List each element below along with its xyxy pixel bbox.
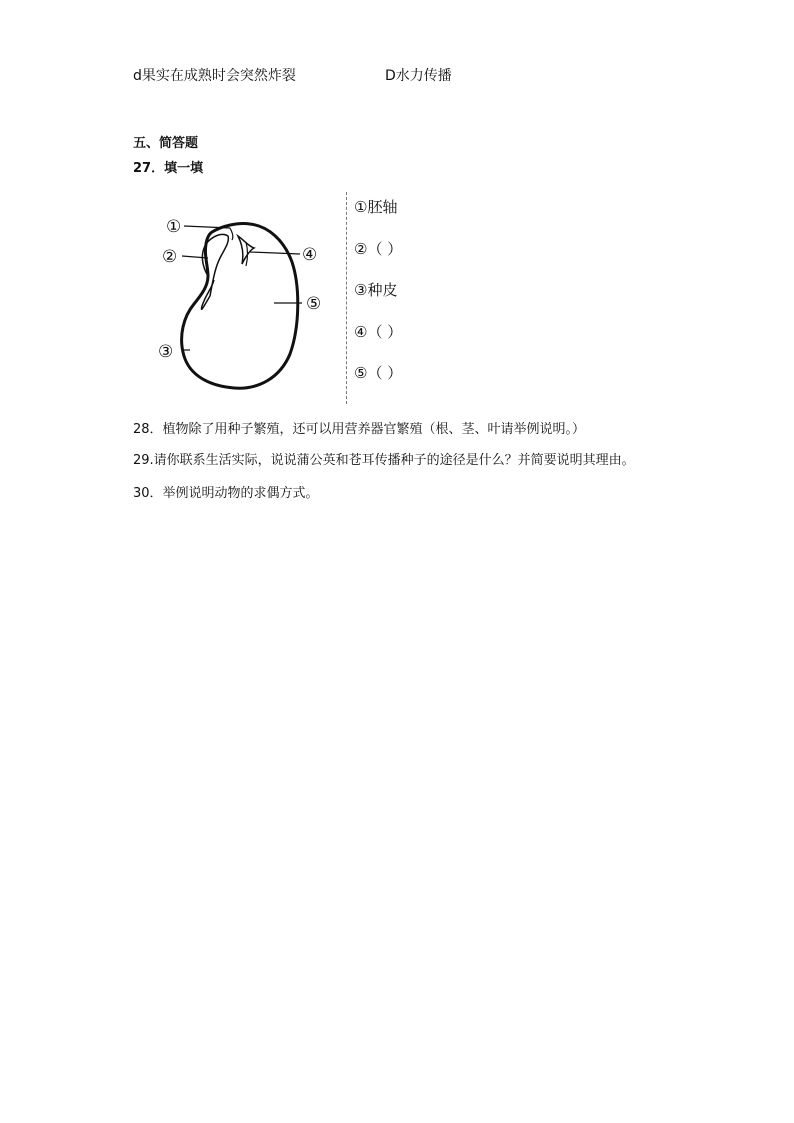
option-d-left: d果实在成熟时会突然炸裂: [133, 68, 296, 84]
embryo-plumule: [238, 236, 254, 264]
question-29: 29.请你联系生活实际，说说蒲公英和苍耳传播种子的途径是什么？并简要说明其理由。: [133, 453, 635, 468]
question-27-title: 27．填一填: [133, 161, 204, 176]
answer-1: ①胚轴: [354, 198, 398, 216]
figure-divider: [346, 192, 347, 404]
figure-marker-3: ③: [158, 342, 174, 362]
answer-5: ⑤（ ）: [354, 364, 403, 382]
figure-marker-4: ④: [302, 245, 318, 265]
seed-outline: [182, 223, 298, 388]
bean-seed-diagram: [150, 196, 340, 406]
answer-4: ④（ ）: [354, 323, 403, 341]
figure-marker-2: ②: [162, 247, 178, 267]
figure-marker-1: ①: [166, 217, 182, 237]
answer-3: ③种皮: [354, 281, 398, 299]
option-d-right: D水力传播: [385, 68, 452, 84]
bean-seed-svg: [150, 196, 340, 406]
question-30: 30．举例说明动物的求偶方式。: [133, 486, 319, 501]
answer-2: ②（ ）: [354, 240, 403, 258]
question-28: 28．植物除了用种子繁殖，还可以用营养器官繁殖（根、茎、叶请举例说明。）: [133, 422, 586, 437]
figure-marker-5: ⑤: [306, 294, 322, 314]
section-title: 五、简答题: [133, 136, 199, 151]
